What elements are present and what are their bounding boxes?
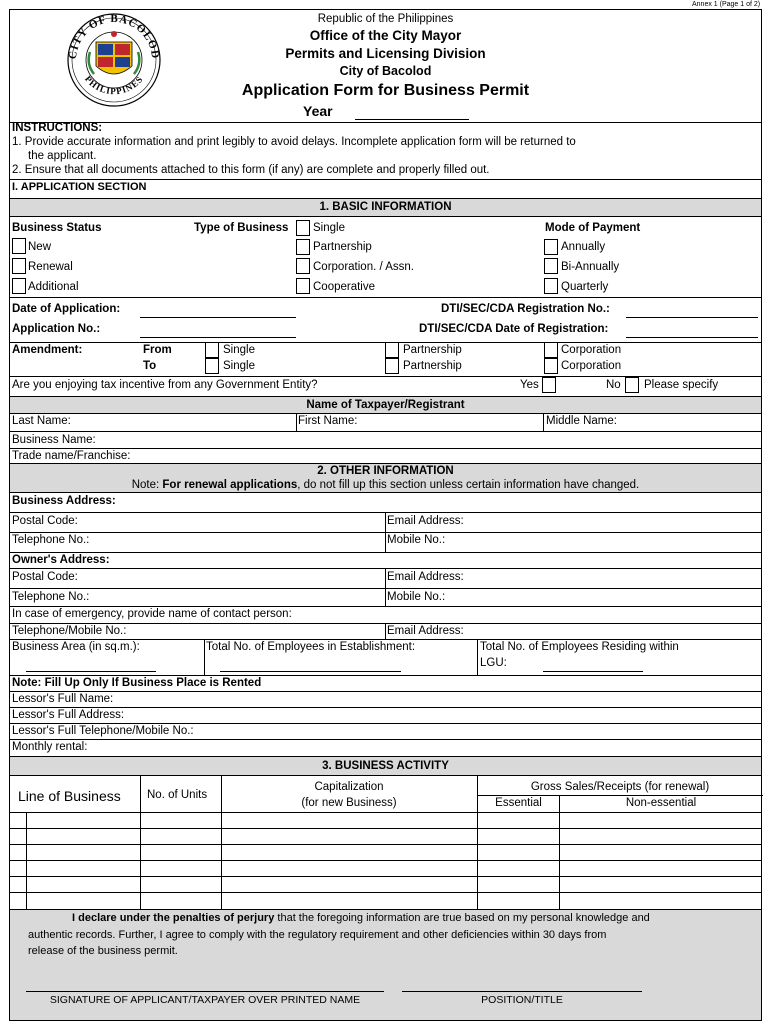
from-corporation-label: Corporation — [561, 344, 622, 356]
renewal-note-suffix: , do not fill up this section unless certain information have changed. — [297, 479, 640, 491]
business-name-label: Business Name: — [12, 434, 96, 446]
position-caption: POSITION/TITLE — [481, 994, 563, 1006]
to-corporation-label: Corporation — [561, 360, 622, 372]
dti-registration-date-label: DTI/SEC/CDA Date of Registration: — [419, 323, 609, 335]
date-of-application-label: Date of Application: — [12, 303, 121, 315]
instruction-1-cont: the applicant. — [28, 150, 97, 162]
employees-lgu-field[interactable] — [543, 671, 643, 672]
tax-no-checkbox[interactable] — [625, 377, 639, 393]
type-cooperative-checkbox[interactable] — [296, 278, 310, 294]
payment-quarterly-checkbox[interactable] — [544, 278, 558, 294]
renewal-note — [10, 479, 761, 493]
dti-registration-no-field[interactable] — [626, 317, 758, 318]
tax-yes-checkbox[interactable] — [542, 377, 556, 393]
owner-postal-code-label: Postal Code: — [12, 571, 78, 583]
header-republic: Republic of the Philippines — [317, 13, 454, 25]
declaration-line-1-rest: that the foregoing information are true based on my personal knowledge and — [274, 912, 650, 924]
total-employees-field[interactable] — [220, 671, 401, 672]
renewal-note-bold: For renewal applications — [162, 479, 298, 491]
lessor-name-label: Lessor's Full Name: — [12, 693, 114, 705]
signature-caption: SIGNATURE OF APPLICANT/TAXPAYER OVER PRINTED NAME — [49, 994, 361, 1006]
lessor-address-label: Lessor's Full Address: — [12, 709, 125, 721]
mode-of-payment-label: Mode of Payment — [545, 222, 641, 234]
taxpayer-band: Name of Taxpayer/Registrant — [10, 396, 761, 414]
payment-quarterly-label: Quarterly — [561, 281, 609, 293]
type-corporation-checkbox[interactable] — [296, 258, 310, 274]
instruction-2: 2. Ensure that all documents attached to this form (if any) are complete and properly filled out. — [12, 164, 490, 176]
status-renewal-checkbox[interactable] — [12, 258, 26, 274]
renewal-note-prefix: Note: — [131, 479, 163, 491]
employees-lgu-label: Total No. of Employees Residing within — [480, 641, 679, 653]
declaration-line-1 — [72, 912, 650, 925]
type-cooperative-label: Cooperative — [313, 281, 376, 293]
from-corporation-checkbox[interactable] — [544, 342, 558, 358]
to-single-checkbox[interactable] — [205, 358, 219, 374]
basic-information-band: 1. BASIC INFORMATION — [10, 198, 761, 217]
year-label: Year — [303, 103, 333, 119]
status-additional-checkbox[interactable] — [12, 278, 26, 294]
year-field[interactable] — [355, 119, 469, 120]
trade-name-label: Trade name/Franchise: — [12, 450, 131, 462]
rented-note: Note: Fill Up Only If Business Place is Rented — [12, 677, 262, 689]
from-partnership-label: Partnership — [403, 344, 462, 356]
line-of-business-header: Line of Business — [18, 788, 121, 804]
to-partnership-checkbox[interactable] — [385, 358, 399, 374]
capitalization-header: Capitalization — [314, 781, 384, 793]
payment-biannually-label: Bi-Annually — [561, 261, 620, 273]
capitalization-subheader: (for new Business) — [301, 797, 397, 809]
lessor-phone-label: Lessor's Full Telephone/Mobile No.: — [12, 725, 194, 737]
type-single-label: Single — [313, 222, 345, 234]
essential-header: Essential — [495, 797, 542, 809]
gross-sales-header: Gross Sales/Receipts (for renewal) — [530, 781, 710, 793]
status-additional-label: Additional — [28, 281, 79, 293]
status-new-checkbox[interactable] — [12, 238, 26, 254]
type-of-business-label: Type of Business — [194, 222, 289, 234]
business-area-field[interactable] — [26, 671, 156, 672]
type-single-checkbox[interactable] — [296, 220, 310, 236]
no-of-units-header: No. of Units — [147, 789, 208, 801]
seal-top-text: CITY OF BACOLOD — [66, 12, 162, 60]
seal-bottom-text: PHILIPPINES — [82, 73, 146, 97]
application-no-label: Application No.: — [12, 323, 101, 335]
type-partnership-checkbox[interactable] — [296, 239, 310, 255]
from-single-checkbox[interactable] — [205, 342, 219, 358]
to-partnership-label: Partnership — [403, 360, 462, 372]
instructions-heading: INSTRUCTIONS: — [12, 122, 103, 134]
tax-incentive-question: Are you enjoying tax incentive from any Government Entity? — [12, 379, 318, 391]
emergency-contact-label: In case of emergency, provide name of contact person: — [12, 608, 292, 620]
other-information-title: 2. OTHER INFORMATION — [317, 465, 454, 477]
middle-name-label: Middle Name: — [546, 415, 617, 427]
position-line[interactable] — [402, 991, 642, 992]
header-city: City of Bacolod — [339, 64, 432, 78]
total-employees-label: Total No. of Employees in Establishment: — [206, 641, 416, 653]
business-address-label: Business Address: — [12, 495, 116, 507]
instruction-1: 1. Provide accurate information and print legibly to avoid delays. Incomplete application form will be returned to — [12, 136, 576, 148]
header-division: Permits and Licensing Division — [285, 46, 486, 61]
business-email-label: Email Address: — [387, 515, 464, 527]
amendment-to-label: To — [143, 360, 157, 372]
business-status-label: Business Status — [12, 222, 102, 234]
first-name-label: First Name: — [298, 415, 358, 427]
from-partnership-checkbox[interactable] — [385, 342, 399, 358]
payment-biannually-checkbox[interactable] — [544, 258, 558, 274]
owner-email-label: Email Address: — [387, 571, 464, 583]
tax-yes-label: Yes — [520, 379, 539, 391]
business-area-label: Business Area (in sq.m.): — [12, 641, 140, 653]
form-title: Application Form for Business Permit — [241, 82, 530, 99]
annex-label: Annex 1 (Page 1 of 2) — [692, 1, 761, 8]
amendment-from-label: From — [143, 344, 172, 356]
non-essential-header: Non-essential — [625, 797, 697, 809]
dti-registration-date-field[interactable] — [626, 337, 758, 338]
business-telephone-label: Telephone No.: — [12, 534, 90, 546]
status-renewal-label: Renewal — [28, 261, 73, 273]
to-corporation-checkbox[interactable] — [544, 358, 558, 374]
please-specify-label: Please specify — [644, 379, 719, 391]
monthly-rental-label: Monthly rental: — [12, 741, 88, 753]
type-corporation-label: Corporation. / Assn. — [313, 261, 414, 273]
dti-registration-no-label: DTI/SEC/CDA Registration No.: — [441, 303, 610, 315]
date-of-application-field[interactable] — [140, 317, 296, 318]
owners-address-label: Owner's Address: — [12, 554, 110, 566]
declaration-line-3: release of the business permit. — [28, 945, 178, 957]
tax-no-label: No — [606, 379, 621, 391]
last-name-label: Last Name: — [12, 415, 71, 427]
application-no-field[interactable] — [140, 337, 296, 338]
business-mobile-label: Mobile No.: — [387, 534, 446, 546]
to-single-label: Single — [223, 360, 255, 372]
declaration-bold: I declare under the penalties of perjury — [72, 912, 275, 924]
declaration-line-2: authentic records. Further, I agree to comply with the regulatory requirement and other deficiencies within 30 days from — [28, 929, 607, 941]
business-postal-code-label: Postal Code: — [12, 515, 78, 527]
payment-annually-label: Annually — [561, 241, 606, 253]
type-partnership-label: Partnership — [313, 241, 372, 253]
amendment-label: Amendment: — [12, 344, 83, 356]
employees-lgu-label-cont: LGU: — [480, 657, 507, 669]
form-frame — [9, 9, 762, 1021]
signature-line[interactable] — [26, 991, 384, 992]
payment-annually-checkbox[interactable] — [544, 239, 558, 255]
from-single-label: Single — [223, 344, 255, 356]
owner-mobile-label: Mobile No.: — [387, 591, 446, 603]
owner-telephone-label: Telephone No.: — [12, 591, 90, 603]
section-application: I. APPLICATION SECTION — [12, 181, 147, 193]
emergency-phone-label: Telephone/Mobile No.: — [12, 625, 127, 637]
status-new-label: New — [28, 241, 52, 253]
business-activity-band: 3. BUSINESS ACTIVITY — [10, 756, 761, 776]
emergency-email-label: Email Address: — [387, 625, 464, 637]
header-office: Office of the City Mayor — [309, 28, 462, 43]
